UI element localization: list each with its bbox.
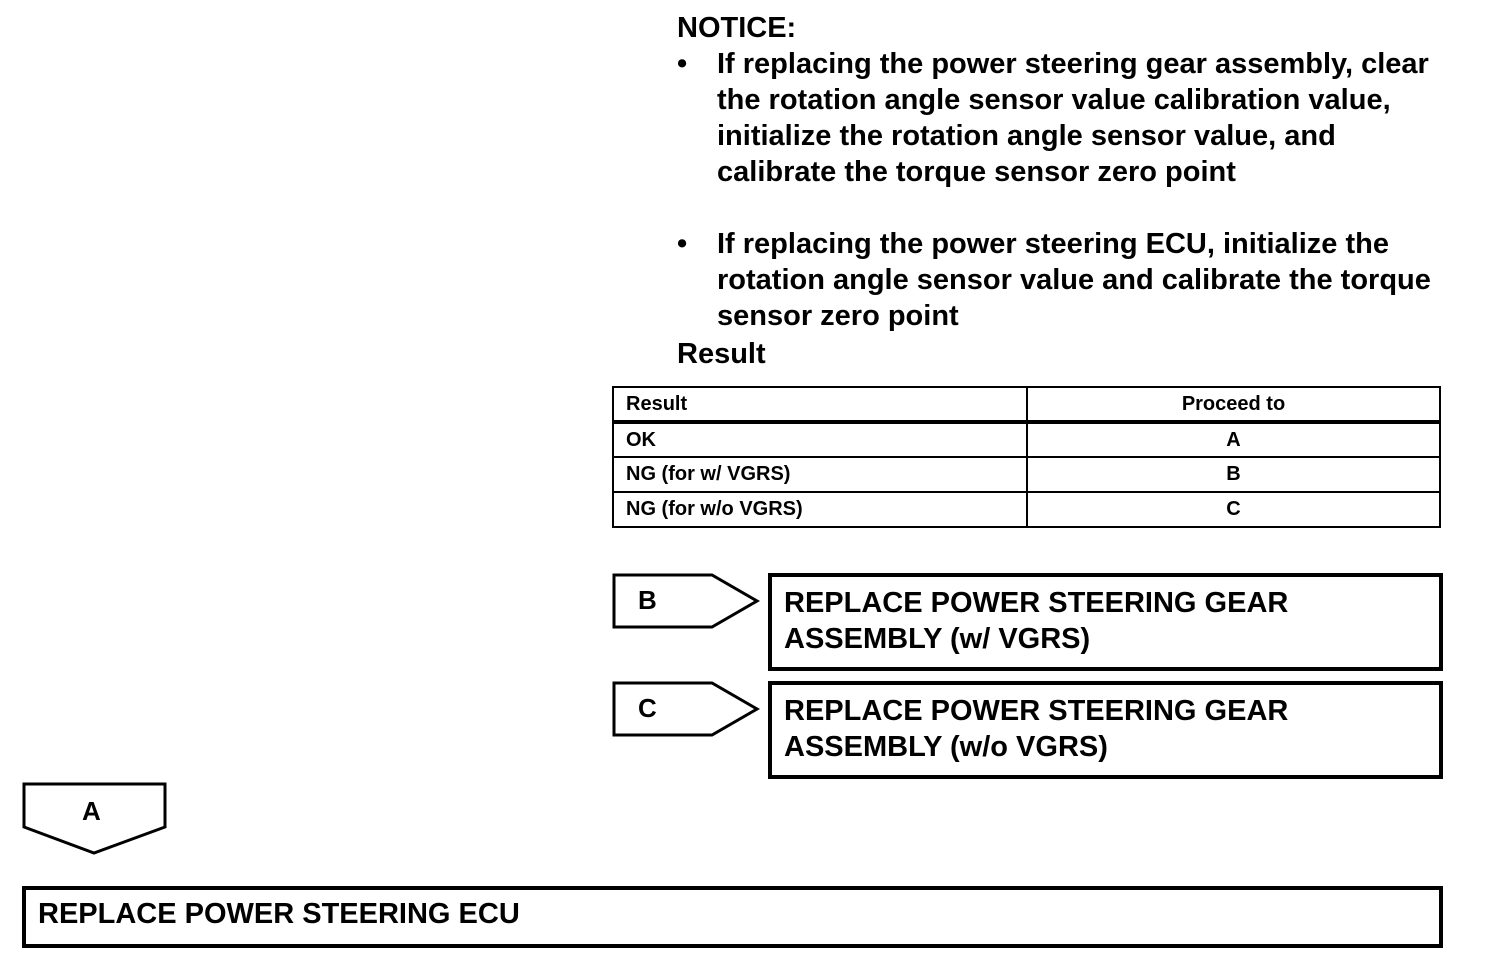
notice-item-text: If replacing the power steering ECU, initialize the rotation angle sensor value and calibrate the torque sensor zero point <box>717 228 1431 332</box>
result-heading: Result <box>677 338 766 370</box>
notice-section <box>677 10 1467 334</box>
action-text: REPLACE POWER STEERING ECU <box>38 898 520 930</box>
column-header-result: Result <box>613 387 1027 422</box>
result-cell: NG (for w/ VGRS) <box>613 457 1027 492</box>
branch-tag-c <box>612 681 762 739</box>
proceed-cell: C <box>1027 492 1440 527</box>
table-header-row <box>613 387 1440 422</box>
branch-label: C <box>638 693 657 723</box>
result-cell: NG (for w/o VGRS) <box>613 492 1027 527</box>
proceed-cell: B <box>1027 457 1440 492</box>
notice-title: NOTICE: <box>677 12 797 44</box>
bullet-icon: • <box>677 48 688 80</box>
proceed-cell: A <box>1027 422 1440 457</box>
notice-item <box>677 226 1467 334</box>
column-header-proceed-to: Proceed to <box>1027 387 1440 422</box>
bullet-icon: • <box>677 228 688 260</box>
result-cell: OK <box>613 422 1027 457</box>
notice-item <box>677 46 1467 190</box>
branch-label: A <box>82 796 101 826</box>
action-box-replace-gear-vgrs <box>768 573 1443 671</box>
action-text: REPLACE POWER STEERING GEAR ASSEMBLY (w/o VGRS) <box>784 695 1289 763</box>
branch-tag-a <box>22 782 168 856</box>
right-arrow-tag-icon <box>612 573 762 631</box>
branch-tag-b <box>612 573 762 631</box>
table-row <box>613 492 1440 527</box>
table-row <box>613 457 1440 492</box>
right-arrow-tag-icon <box>612 681 762 739</box>
action-text: REPLACE POWER STEERING GEAR ASSEMBLY (w/ VGRS) <box>784 587 1289 655</box>
notice-item-text: If replacing the power steering gear assembly, clear the rotation angle sensor value calibration value, initialize the rotation angle sensor value, and calibrate the torque sensor zero point <box>717 48 1429 188</box>
action-box-replace-ecu <box>22 886 1443 948</box>
action-box-replace-gear-no-vgrs <box>768 681 1443 779</box>
table-row <box>613 422 1440 457</box>
branch-label: B <box>638 585 657 615</box>
result-table <box>612 386 1441 528</box>
